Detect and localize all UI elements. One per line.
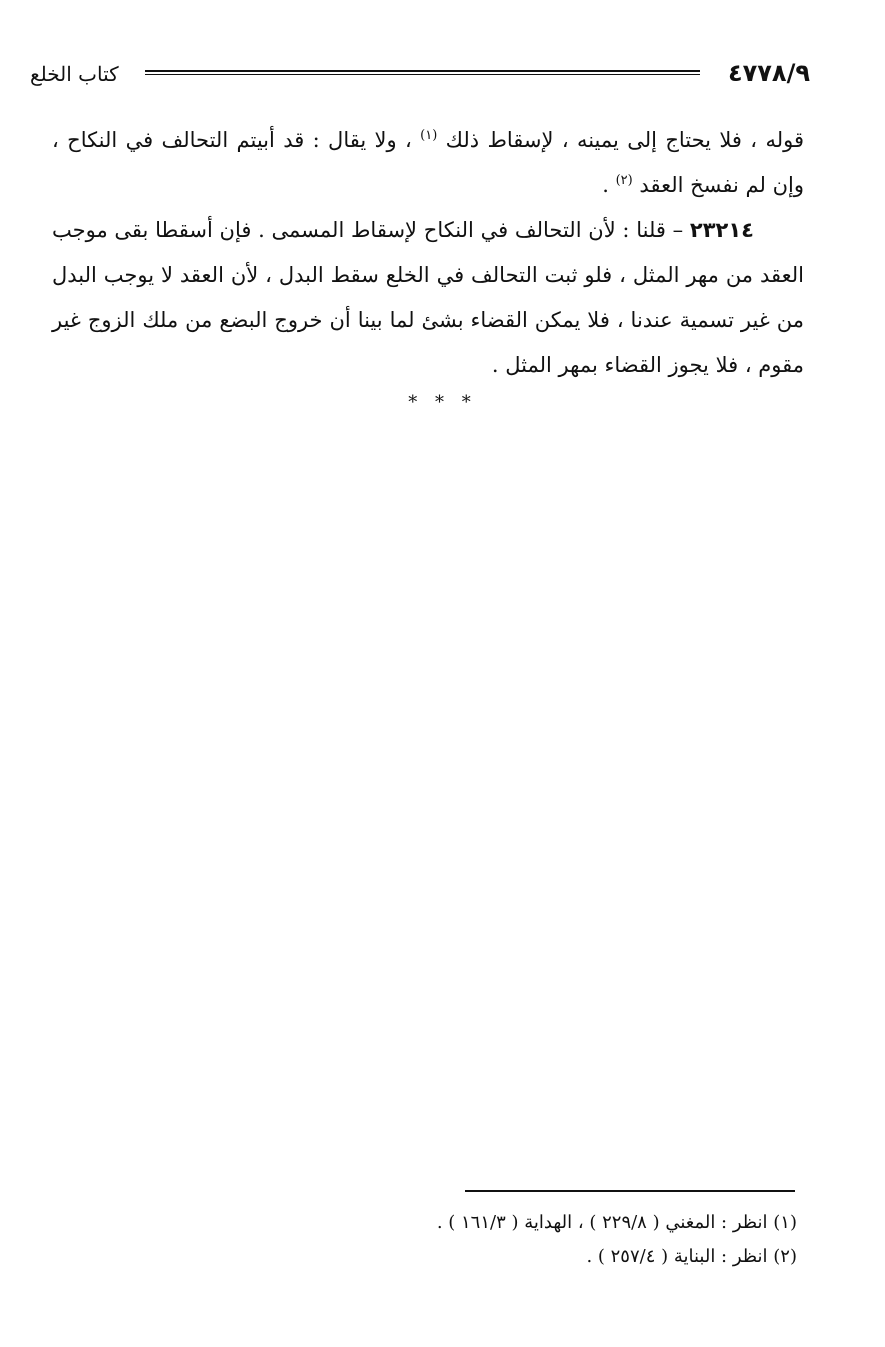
header-rule [145,70,700,75]
page-header [30,58,810,92]
running-title: كتاب الخلع [30,62,119,86]
paragraph-23214 [52,208,804,388]
paragraph-text: قوله ، فلا يحتاج إلى يمينه ، لإسقاط ذلك [445,128,804,152]
paragraph-number: ٢٣٢١٤ [689,218,754,242]
footnote-2: (٢) انظر : البناية ( ٢٥٧/٤ ) . [586,1246,797,1267]
footnote-ref-2: (٢) [615,173,633,188]
footnote-ref-1: (١) [420,128,438,143]
paragraph-text: – قلنا : لأن التحالف في النكاح لإسقاط المسمى . فإن أسقطا بقى موجب العقد من مهر المثل ، فلو ثبت التحالف في الخلع سقط البدل ، لأن العقد لا يوجب البدل من غير تسمية عندنا ، فلا يمكن القضاء بشئ لما بينا أن خروج البضع من ملك الزوج غير مقوم ، فلا يجوز القضاء بمهر المثل . [52,218,804,377]
paragraph-text: . [602,173,616,197]
footnote-1: (١) انظر : المغني ( ٢٢٩/٨ ) ، الهداية ( ١٦١/٣ ) . [436,1212,797,1233]
footnote-rule [465,1190,795,1192]
footnotes [77,1206,797,1274]
paragraph-continuation [52,118,804,208]
page-number: ٤٧٧٨/٩ [727,59,810,87]
section-separator: * * * [408,392,477,413]
paragraph-text: ، ولا يقال : قد أبيتم التحالف في النكاح ، وإن لم نفسخ العقد [52,128,804,197]
main-text [52,118,804,388]
